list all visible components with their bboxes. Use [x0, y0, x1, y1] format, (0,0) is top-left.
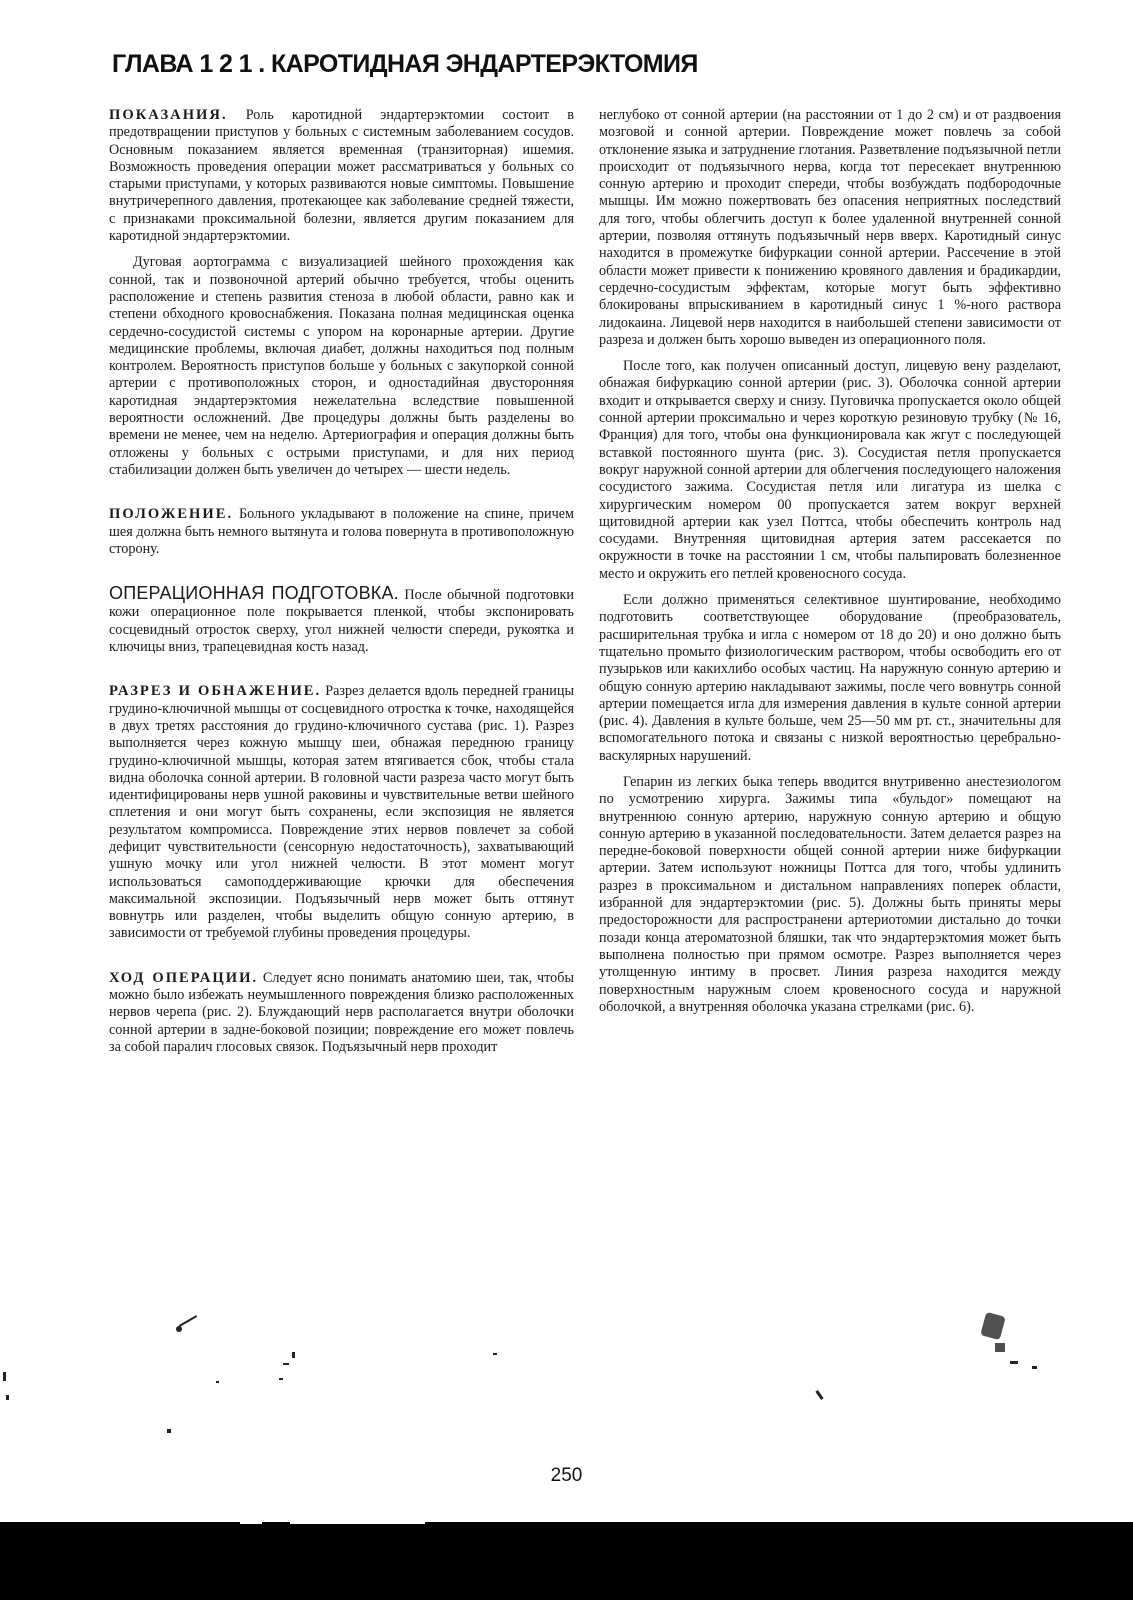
paragraph-text: Дуговая аортограмма с визуализацией шейного прохождения как сонной, так и позвоночной артерий обычно требуется, чтобы оценить расположение и степень развития стеноза в любой области, равно как и степени обходного кровоснабжения. Показана полная медицинская оценка сердечно-сосудистой системы с упором на коронарные артерии. Другие медицинские проблемы, включая диабет, должны находиться под полным контролем. Вероятность приступов больше у больных с закупоркой сонной артерии с противоположных сторон, и одностадийная двусторонняя каротидная эндартерэктомия нежелательна вследствие повышенной вероятности осложнений. Две процедуры должны быть разделены во времени не менее, чем на неделю. Артериография и операция должны быть отложены у больных с острыми приступами, и для них период стабилизации должен быть увеличен до четырех — шести недель.	[109, 254, 574, 478]
chapter-title: ГЛАВА 1 2 1 . КАРОТИДНАЯ ЭНДАРТЕРЭКТОМИЯ	[112, 50, 698, 78]
paragraph-operation	[109, 970, 574, 1056]
paragraph-text: Разрез делается вдоль передней границы грудино-ключичной мышцы от сосцевидного отростка к точке, находящейся в двух третях расстояния до грудино-ключичного сустава (рис. 1). Разрез выполняется через кожную мышцу шеи, обнажая переднюю границу грудино-ключичной мышцы, которая затем втягивается сбок, чтобы стала видна оболочка сонной артерии. В головной части разреза часто могут быть идентифицированы нерв ушной раковины и чувствительные ветви шейного сплетения и они могут быть сохранены, если экспозиция не является результатом компромисса. Повреждение этих нервов повлечет за собой дефицит чувствительности (сенсорную недостаточность), захватывающий ушную мочку или угол нижней челюсти. В этот момент могут использоваться самоподдерживающие крючки для обеспечения максимальной экспозиции. Подъязычный нерв может быть оттянут вовнутрь или разделен, чтобы выделить общую сонную артерию, в зависимости от требуемой глубины проведения процедуры.	[109, 683, 574, 942]
section-heading: РАЗРЕЗ И ОБНАЖЕНИЕ.	[109, 683, 322, 700]
paragraph-heparin: Гепарин из легких быка теперь вводится внутривенно анестезиологом по усмотрению хирурга. Зажимы типа «бульдог» помещают на внутреннюю сонную артерию, наружную сонную артерию и общую сонную артерию в указанной последовательности. Затем делается разрез на передне-боковой поверхности общей сонной артерии ниже бифуркации артерии. Затем используют ножницы Поттса для того, чтобы удлинить разрез в проксимальном и дистальном направлениях поперек области, избранной для эндартерэктомии (рис. 5). Должны быть приняты меры предосторожности для распространени артериотомии дистально до точки позади конца атероматозной бляшки, так что эндартерэктомия может быть выполнена полностью при прямом осмотре. Разрез выполняется через утолщенную интиму в просвет. Линия разреза находится между поверхностным наружным слоем кровеносного сосуда и наружной оболочкой, а внутренняя оболочка указана стрелками (рис. 6).	[599, 773, 1061, 1015]
paragraph-text: Следует ясно понимать анатомию шеи, так, чтобы можно было избежать неумышленного повреждения близко расположенных нервов черепа (рис. 2). Блуждающий нерв располагается внутри оболочки сонной артерии в задне-боковой позиции; повреждение его может повлечь за собой паралич глосовых связок. Подъязычный нерв проходит	[109, 969, 574, 1055]
paragraph-indications	[109, 107, 574, 245]
paragraph-aortogram	[109, 254, 574, 479]
paragraph-access: После того, как получен описанный доступ, лицевую вену разделают, обнажая бифуркацию сонной артерии (рис. 3). Оболочка сонной артерии входит и открывается сверху и снизу. Пуговичка пропускается около общей сонной артерии проксимально и через короткую резиновую трубку (№ 16, Франция) для того, чтобы она функционировала как жгут с последующей вставкой постоянного шунта (рис. 3). Сосудистая петля пропускается вокруг наружной сонной артерии для облегчения последующего наложения сосудистого зажима. Сосудистая петля или лигатура из шелка с хирургическим номером 00 пропускается затем вокруг верхней щитовидной артерии как узел Поттса, чтобы обеспечить контроль над сосудами. Внутренняя щитовидная артерия затем рассекается по окружности в точке на расстоянии 1 см, чтобы пальпировать болезненное место и окружить его петлей кровеносного сосуда.	[599, 358, 1061, 582]
paragraph-text: После обычной подготовки кожи операционное поле покрывается пленкой, чтобы экспонировать сосцевидный отросток сверху, угол нижней челюсти спереди, рукоятка и ключицы вниз, трапецевидная кость назад.	[109, 587, 574, 656]
section-heading: ХОД ОПЕРАЦИИ.	[109, 969, 259, 986]
paragraph-text: Больного укладывают в положение на спине, причем шея должна быть немного вытянута и голова повернута в противоположную сторону.	[109, 506, 574, 557]
paragraph-preparation	[109, 585, 574, 656]
page-number: 250	[550, 1465, 583, 1486]
paragraph-continuation: неглубоко от сонной артерии (на расстоянии от 1 до 2 см) и от раздвоения мозговой и сонной артерии. Повреждение может повлечь за собой отклонение языка и затруднение глотания. Разветвление подъязычной петли происходит от подъязычного нерва, когда тот пересекает внутреннюю сонную артерию и проходит спереди, чтобы возбуждать подбородочные мышцы. Им можно пожертвовать без опасения неприятных последствий для того, чтобы облегчить доступ к более удаленной внутренней сонной артерии, позволяя оттянуть подъязычный нерв вверх. Каротидный синус находится в промежутке бифуркации сонной артерии. Рассечение в этой области может привести к понижению кровяного давления и брадикардии, сердечно-сосудистым эффектам, которые могут быть эффективно блокированы впрыскиванием в каротидный синус 1 %-ного раствора лидокаина. Лицевой нерв находится в наибольшей степени зависимости от разреза и должен быть хорошо выведен из операционного поля.	[599, 107, 1061, 348]
section-heading: ОПЕРАЦИОННАЯ ПОДГОТОВКА.	[109, 583, 399, 604]
paragraph-position	[109, 506, 574, 558]
paragraph-shunting: Если должно применяться селективное шунтирование, необходимо подготовить соответствующее оборудование (преобразователь, расширительная трубка и игла с номером от 18 до 20) и оно должно быть тщательно промыто физиологическим раствором, чтобы освободить его от пузырьков или какихлибо особых частиц. На наружную сонную артерию и общую сонную артерию накладывают зажимы, после чего вовнутрь сонной артерии помещается игла для измерения давления в культе сонной артерии (рис. 4). Давления в культе больше, чем 25—50 мм рт. ст., значительны для вспомогательного потока и связаны с низкой вероятностью церебрально-васкулярных нарушений.	[599, 592, 1061, 764]
section-heading: ПОЛОЖЕНИЕ.	[109, 506, 234, 523]
right-column	[599, 107, 1061, 1016]
paragraph-text: Роль каротидной эндартерэктомии состоит в предотвращении приступов у больных с системным заболеванием сосудов. Основным показанием является временная (транзиторная) ишемия. Возможность проведения операции может рассматриваться у больных со старыми приступами, у которых развиваются новые симптомы. Повышение внутричерепного давления, протекающее как заболевание средней тяжести, с признаками проксимальной болезни, является другим показанием для каротидной эндартерэктомии.	[109, 107, 574, 245]
scan-bottom-edge	[0, 1522, 1133, 1600]
left-column	[109, 107, 574, 1056]
section-heading: ПОКАЗАНИЯ.	[109, 107, 228, 123]
paragraph-incision	[109, 683, 574, 942]
